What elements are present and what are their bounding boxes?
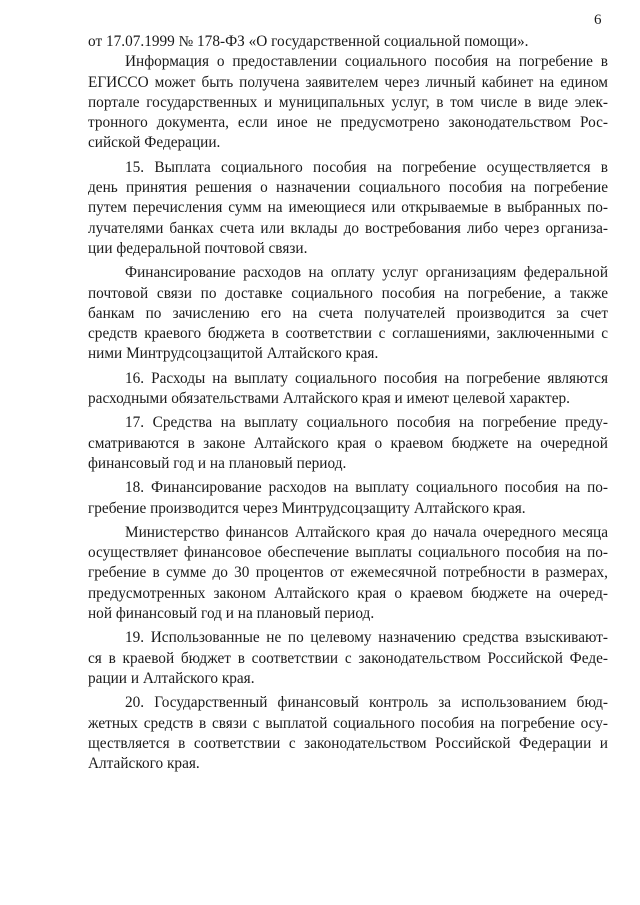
paragraph	[88, 478, 608, 519]
text-line: сийской Федерации.	[88, 134, 221, 152]
paragraph	[88, 158, 608, 259]
text-line: 20. Государственный финансовый контроль за использованием бюд-	[125, 694, 608, 712]
paragraph	[88, 693, 608, 774]
text-line: 18. Финансирование расходов на выплату социального пособия на по-	[125, 479, 608, 497]
text-line: ществляется в соответствии с законодательством Российской Федерации и	[88, 734, 608, 752]
paragraph	[88, 32, 608, 52]
text-line: ними Минтрудсоцзащитой Алтайского края.	[88, 345, 379, 363]
text-line: банкам по зачислению его на счета получателей производится за счет	[88, 304, 608, 322]
text-line: ции федеральной почтовой связи.	[88, 239, 308, 257]
text-line: ЕГИССО может быть получена заявителем через личный кабинет на едином	[88, 73, 608, 91]
paragraph	[88, 263, 608, 364]
text-line: почтовой связи по доставке социального пособия на погребение, а также	[88, 284, 608, 302]
text-line: от 17.07.1999 № 178-ФЗ «О государственной социальной помощи».	[88, 33, 529, 50]
paragraph	[88, 628, 608, 689]
text-line: расходными обязательствами Алтайского края и имеют целевой характер.	[88, 390, 570, 408]
text-line: портале государственных и муниципальных услуг, в том числе в виде элек-	[88, 93, 608, 111]
text-line: ся в краевой бюджет в соответствии с законодательством Российской Феде-	[88, 649, 608, 667]
text-line: Информация о предоставлении социального пособия на погребение в	[125, 53, 608, 71]
text-line: 15. Выплата социального пособия на погребение осуществляется в	[125, 158, 608, 176]
text-line: гребение производится через Минтрудсоцзащиту Алтайского края.	[88, 499, 526, 517]
paragraph	[88, 523, 608, 624]
text-line: финансовый год и на плановый период.	[88, 454, 347, 472]
paragraph	[88, 52, 608, 153]
paragraph	[88, 413, 608, 474]
text-line: ной финансовый год и на плановый период.	[88, 605, 375, 623]
text-line: сматриваются в законе Алтайского края о краевом бюджете на очередной	[88, 434, 608, 452]
text-line: тронного документа, если иное не предусмотрено законодательством Рос-	[88, 114, 608, 132]
text-line: жетных средств в связи с выплатой социального пособия на погребение осу-	[88, 714, 608, 732]
text-line: осуществляет финансовое обеспечение выплаты социального пособия на по-	[88, 544, 608, 562]
text-line: день принятия решения о назначении социального пособия на погребение	[88, 179, 608, 197]
text-line: 16. Расходы на выплату социального пособия на погребение являются	[125, 369, 608, 387]
text-line: средств краевого бюджета в соответствии с соглашениями, заключенными с	[88, 325, 608, 343]
document-body	[88, 32, 608, 774]
text-line: путем перечисления сумм на имеющиеся или открываемые в выбранных по-	[88, 199, 608, 217]
text-line: Алтайского края.	[88, 755, 200, 773]
paragraph	[88, 369, 608, 410]
text-line: Министерство финансов Алтайского края до начала очередного месяца	[125, 523, 608, 541]
text-line: лучателями банках счета или вклады до востребования либо через организа-	[88, 219, 608, 237]
text-line: гребение в сумме до 30 процентов от ежемесячной потребности в размерах,	[88, 564, 608, 582]
page-number: 6	[594, 12, 602, 28]
text-line: Финансирование расходов на оплату услуг организациям федеральной	[125, 264, 608, 282]
text-line: 19. Использованные не по целевому назначению средства взыскивают-	[125, 629, 608, 647]
text-line: предусмотренных законом Алтайского края о краевом бюджете на очеред-	[88, 584, 608, 602]
text-line: рации и Алтайского края.	[88, 669, 255, 687]
text-line: 17. Средства на выплату социального пособия на погребение преду-	[125, 414, 608, 432]
